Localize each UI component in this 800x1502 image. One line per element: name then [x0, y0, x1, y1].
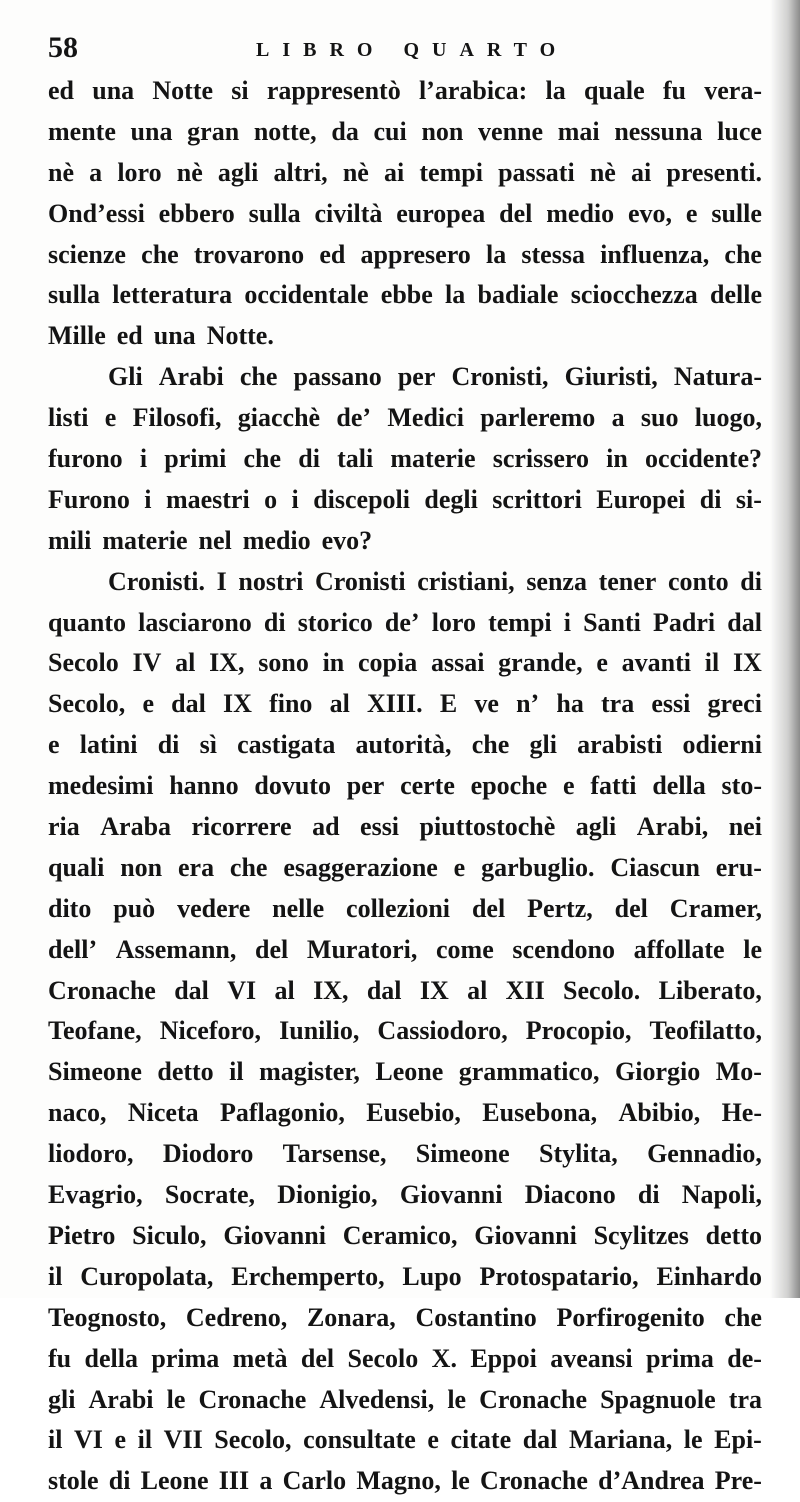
text-line: e latini di sì castigata autorità, che gli arabisti odierni: [48, 730, 762, 760]
text-line: nè a loro nè agli altri, nè ai tempi passati nè ai presenti.: [48, 157, 762, 187]
text-line: fu della prima metà del Secolo X. Eppoi aveansi prima de-: [48, 1343, 762, 1373]
text-line: Mille ed una Notte.: [48, 321, 274, 351]
text-line: Secolo IV al IX, sono in copia assai grande, e avanti il IX: [48, 648, 762, 678]
text-line: Ond’essi ebbero sulla civiltà europea del medio evo, e sulle: [48, 198, 762, 228]
text-line: Teognosto, Cedreno, Zonara, Costantino Porfirogenito che: [48, 1302, 762, 1332]
text-line: Cronisti. I nostri Cronisti cristiani, senza tener conto di: [108, 566, 762, 596]
text-line: il Curopolata, Erchemperto, Lupo Protospatario, Einhardo: [48, 1261, 762, 1291]
running-head: LIBRO QUARTO: [256, 39, 569, 61]
text-line: gli Arabi le Cronache Alvedensi, le Cronache Spagnuole tra: [48, 1384, 762, 1414]
body-text: [48, 71, 762, 1502]
text-line: Teofane, Niceforo, Iunilio, Cassiodoro, Procopio, Teofilatto,: [48, 1016, 762, 1046]
text-line: medesimi hanno dovuto per certe epoche e fatti della sto-: [48, 771, 762, 801]
text-line: Gli Arabi che passano per Cronisti, Giuristi, Natura-: [108, 362, 762, 392]
text-line: Evagrio, Socrate, Dionigio, Giovanni Diacono di Napoli,: [48, 1180, 762, 1210]
text-line: quali non era che esaggerazione e garbuglio. Ciascun eru-: [48, 852, 762, 882]
text-line: Secolo, e dal IX fino al XIII. E ve n’ ha tra essi greci: [48, 689, 762, 719]
text-line: scienze che trovarono ed appresero la stessa influenza, che: [48, 239, 762, 269]
text-line: furono i primi che di tali materie scrissero in occidente?: [48, 444, 762, 474]
text-line: quanto lasciarono di storico de’ loro tempi i Santi Padri dal: [48, 607, 762, 637]
text-line: Simeone detto il magister, Leone grammatico, Giorgio Mo-: [48, 1057, 762, 1087]
text-line: liodoro, Diodoro Tarsense, Simeone Stylita, Gennadio,: [48, 1139, 762, 1169]
text-line: mili materie nel medio evo?: [48, 525, 373, 555]
text-line: sulla letteratura occidentale ebbe la badiale sciocchezza delle: [48, 280, 762, 310]
text-line: ria Araba ricorrere ad essi piuttostochè agli Arabi, nei: [48, 812, 762, 842]
page-number: 58: [48, 31, 78, 64]
text-line: dell’ Assemann, del Muratori, come scendono affollate le: [48, 934, 762, 964]
text-line: Cronache dal VI al IX, dal IX al XII Secolo. Liberato,: [48, 975, 762, 1005]
text-line: listi e Filosofi, giacchè de’ Medici parleremo a suo luogo,: [48, 403, 762, 433]
text-line: mente una gran notte, da cui non venne mai nessuna luce: [48, 116, 762, 146]
text-line: il VI e il VII Secolo, consultate e citate dal Mariana, le Epi-: [48, 1425, 762, 1455]
text-line: Pietro Siculo, Giovanni Ceramico, Giovanni Scylitzes detto: [48, 1220, 762, 1250]
text-line: ed una Notte si rappresentò l’arabica: la quale fu vera-: [48, 76, 762, 105]
page-header: [48, 30, 762, 70]
page-edge-shadow: [770, 0, 800, 1298]
text-line: dito può vedere nelle collezioni del Pertz, del Cramer,: [48, 893, 762, 923]
text-line: naco, Niceta Paflagonio, Eusebio, Eusebona, Abibio, He-: [48, 1098, 762, 1128]
text-line: stole di Leone III a Carlo Magno, le Cronache d’Andrea Pre-: [48, 1466, 762, 1496]
text-line: Furono i maestri o i discepoli degli scrittori Europei di si-: [48, 484, 762, 514]
